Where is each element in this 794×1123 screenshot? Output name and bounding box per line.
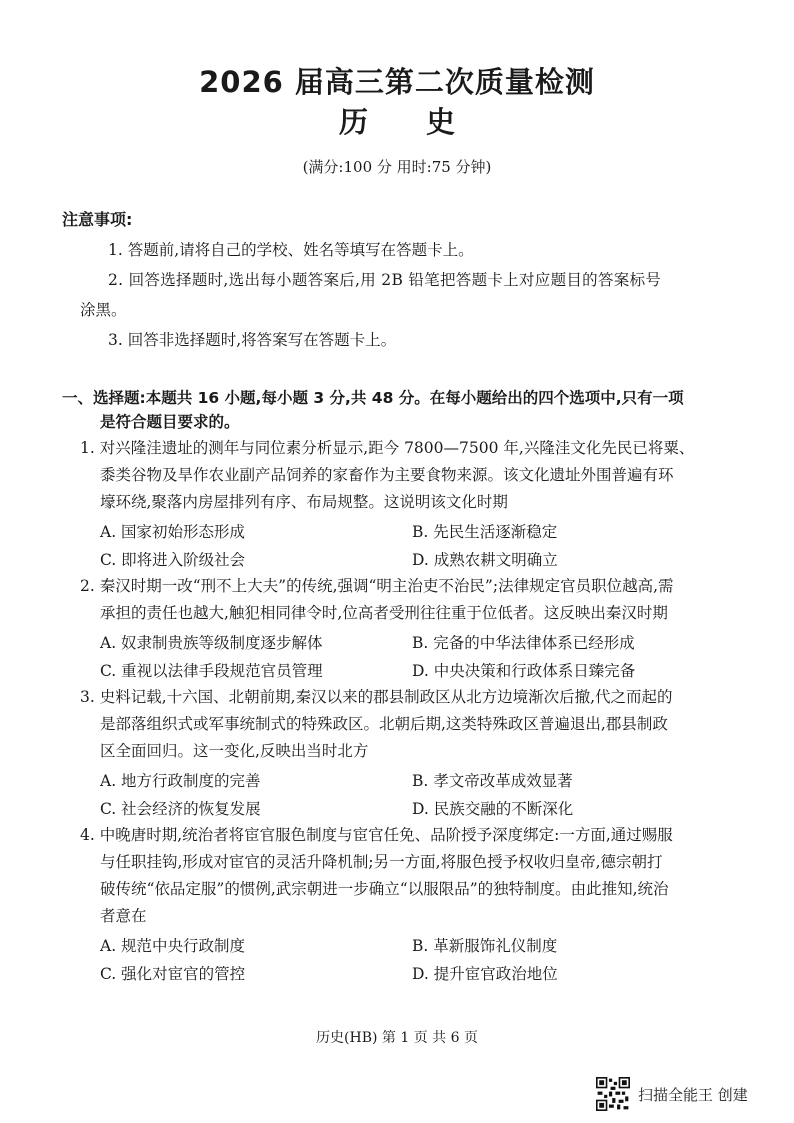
question-3-option-c[interactable]: C. 社会经济的恢复发展 xyxy=(100,800,261,818)
question-1-option-a[interactable]: A. 国家初始形态形成 xyxy=(100,523,246,541)
notice-item: 2. 回答选择题时,选出每小题答案后,用 2B 铅笔把答题卡上对应题目的答案标号 xyxy=(108,271,662,289)
scanner-watermark xyxy=(596,1076,766,1112)
qr-code-icon xyxy=(596,1077,630,1111)
question-1-line: 壕环绕,聚落内房屋排列有序、布局规整。这说明该文化时期 xyxy=(100,493,508,511)
exam-info: (满分:100 分 用时:75 分钟) xyxy=(302,158,492,176)
question-4-line: 者意在 xyxy=(100,907,147,925)
question-2-option-b[interactable]: B. 完备的中华法律体系已经形成 xyxy=(412,634,635,652)
notice-item: 1. 答题前,请将自己的学校、姓名等填写在答题卡上。 xyxy=(108,241,474,259)
question-4-option-a[interactable]: A. 规范中央行政制度 xyxy=(100,937,246,955)
question-1-line: 1. 对兴隆洼遗址的测年与同位素分析显示,距今 7800—7500 年,兴隆洼文化先民已将粟、 xyxy=(80,439,695,457)
question-4-line: 破传统“依品定服”的惯例,武宗朝进一步确立“以服限品”的独特制度。由此推知,统治 xyxy=(100,880,669,898)
notice-title: 注意事项: xyxy=(62,210,133,229)
section-heading: 一、选择题:本题共 16 小题,每小题 3 分,共 48 分。在每小题给出的四个选项中,只有一项 xyxy=(62,389,684,407)
question-2-option-c[interactable]: C. 重视以法律手段规范官员管理 xyxy=(100,662,323,680)
section-heading-cont: 是符合题目要求的。 xyxy=(100,413,240,431)
page-footer: 历史(HB) 第 1 页 共 6 页 xyxy=(316,1030,478,1046)
question-2-line: 2. 秦汉时期一改“刑不上大夫”的传统,强调“明主治吏不治民”;法律规定官员职位越高,需 xyxy=(80,577,674,595)
watermark-text: 扫描全能王 创建 xyxy=(638,1085,748,1104)
question-1-option-d[interactable]: D. 成熟农耕文明确立 xyxy=(412,551,558,569)
question-4-option-c[interactable]: C. 强化对宦官的管控 xyxy=(100,965,246,983)
question-1-option-c[interactable]: C. 即将进入阶级社会 xyxy=(100,551,246,569)
question-4-line: 与任职挂钩,形成对宦官的灵活升降机制;另一方面,将服色授予权收归皇帝,德宗朝打 xyxy=(100,853,663,871)
question-2-option-d[interactable]: D. 中央决策和行政体系日臻完备 xyxy=(412,662,636,680)
exam-title: 2026 届高三第二次质量检测 xyxy=(199,65,595,99)
question-3-option-b[interactable]: B. 孝文帝改革成效显著 xyxy=(412,772,573,790)
notice-item: 3. 回答非选择题时,将答案写在答题卡上。 xyxy=(108,331,397,349)
question-1-line: 黍类谷物及旱作农业副产品饲养的家畜作为主要食物来源。该文化遗址外围普遍有环 xyxy=(100,466,674,484)
question-4-option-d[interactable]: D. 提升宦官政治地位 xyxy=(412,965,558,983)
question-3-option-d[interactable]: D. 民族交融的不断深化 xyxy=(412,800,574,818)
question-1-option-b[interactable]: B. 先民生活逐渐稳定 xyxy=(412,523,558,541)
notice-item: 涂黑。 xyxy=(80,301,127,319)
question-3-line: 区全面回归。这一变化,反映出当时北方 xyxy=(100,742,369,760)
question-3-option-a[interactable]: A. 地方行政制度的完善 xyxy=(100,772,261,790)
question-2-line: 承担的责任也越大,触犯相同律令时,位高者受刑往往重于位低者。这反映出秦汉时期 xyxy=(100,604,668,622)
question-3-line: 是部落组织式或军事统制式的特殊政区。北朝后期,这类特殊政区普遍退出,郡县制政 xyxy=(100,715,668,733)
question-4-line: 4. 中晚唐时期,统治者将宦官服色制度与宦官任免、品阶授予深度绑定:一方面,通过赐服 xyxy=(80,826,673,844)
question-2-option-a[interactable]: A. 奴隶制贵族等级制度逐步解体 xyxy=(100,634,323,652)
subject-title: 历 史 xyxy=(338,105,480,139)
question-3-line: 3. 史料记载,十六国、北朝前期,秦汉以来的郡县制政区从北方边境渐次后撤,代之而起的 xyxy=(80,688,673,706)
question-4-option-b[interactable]: B. 革新服饰礼仪制度 xyxy=(412,937,558,955)
